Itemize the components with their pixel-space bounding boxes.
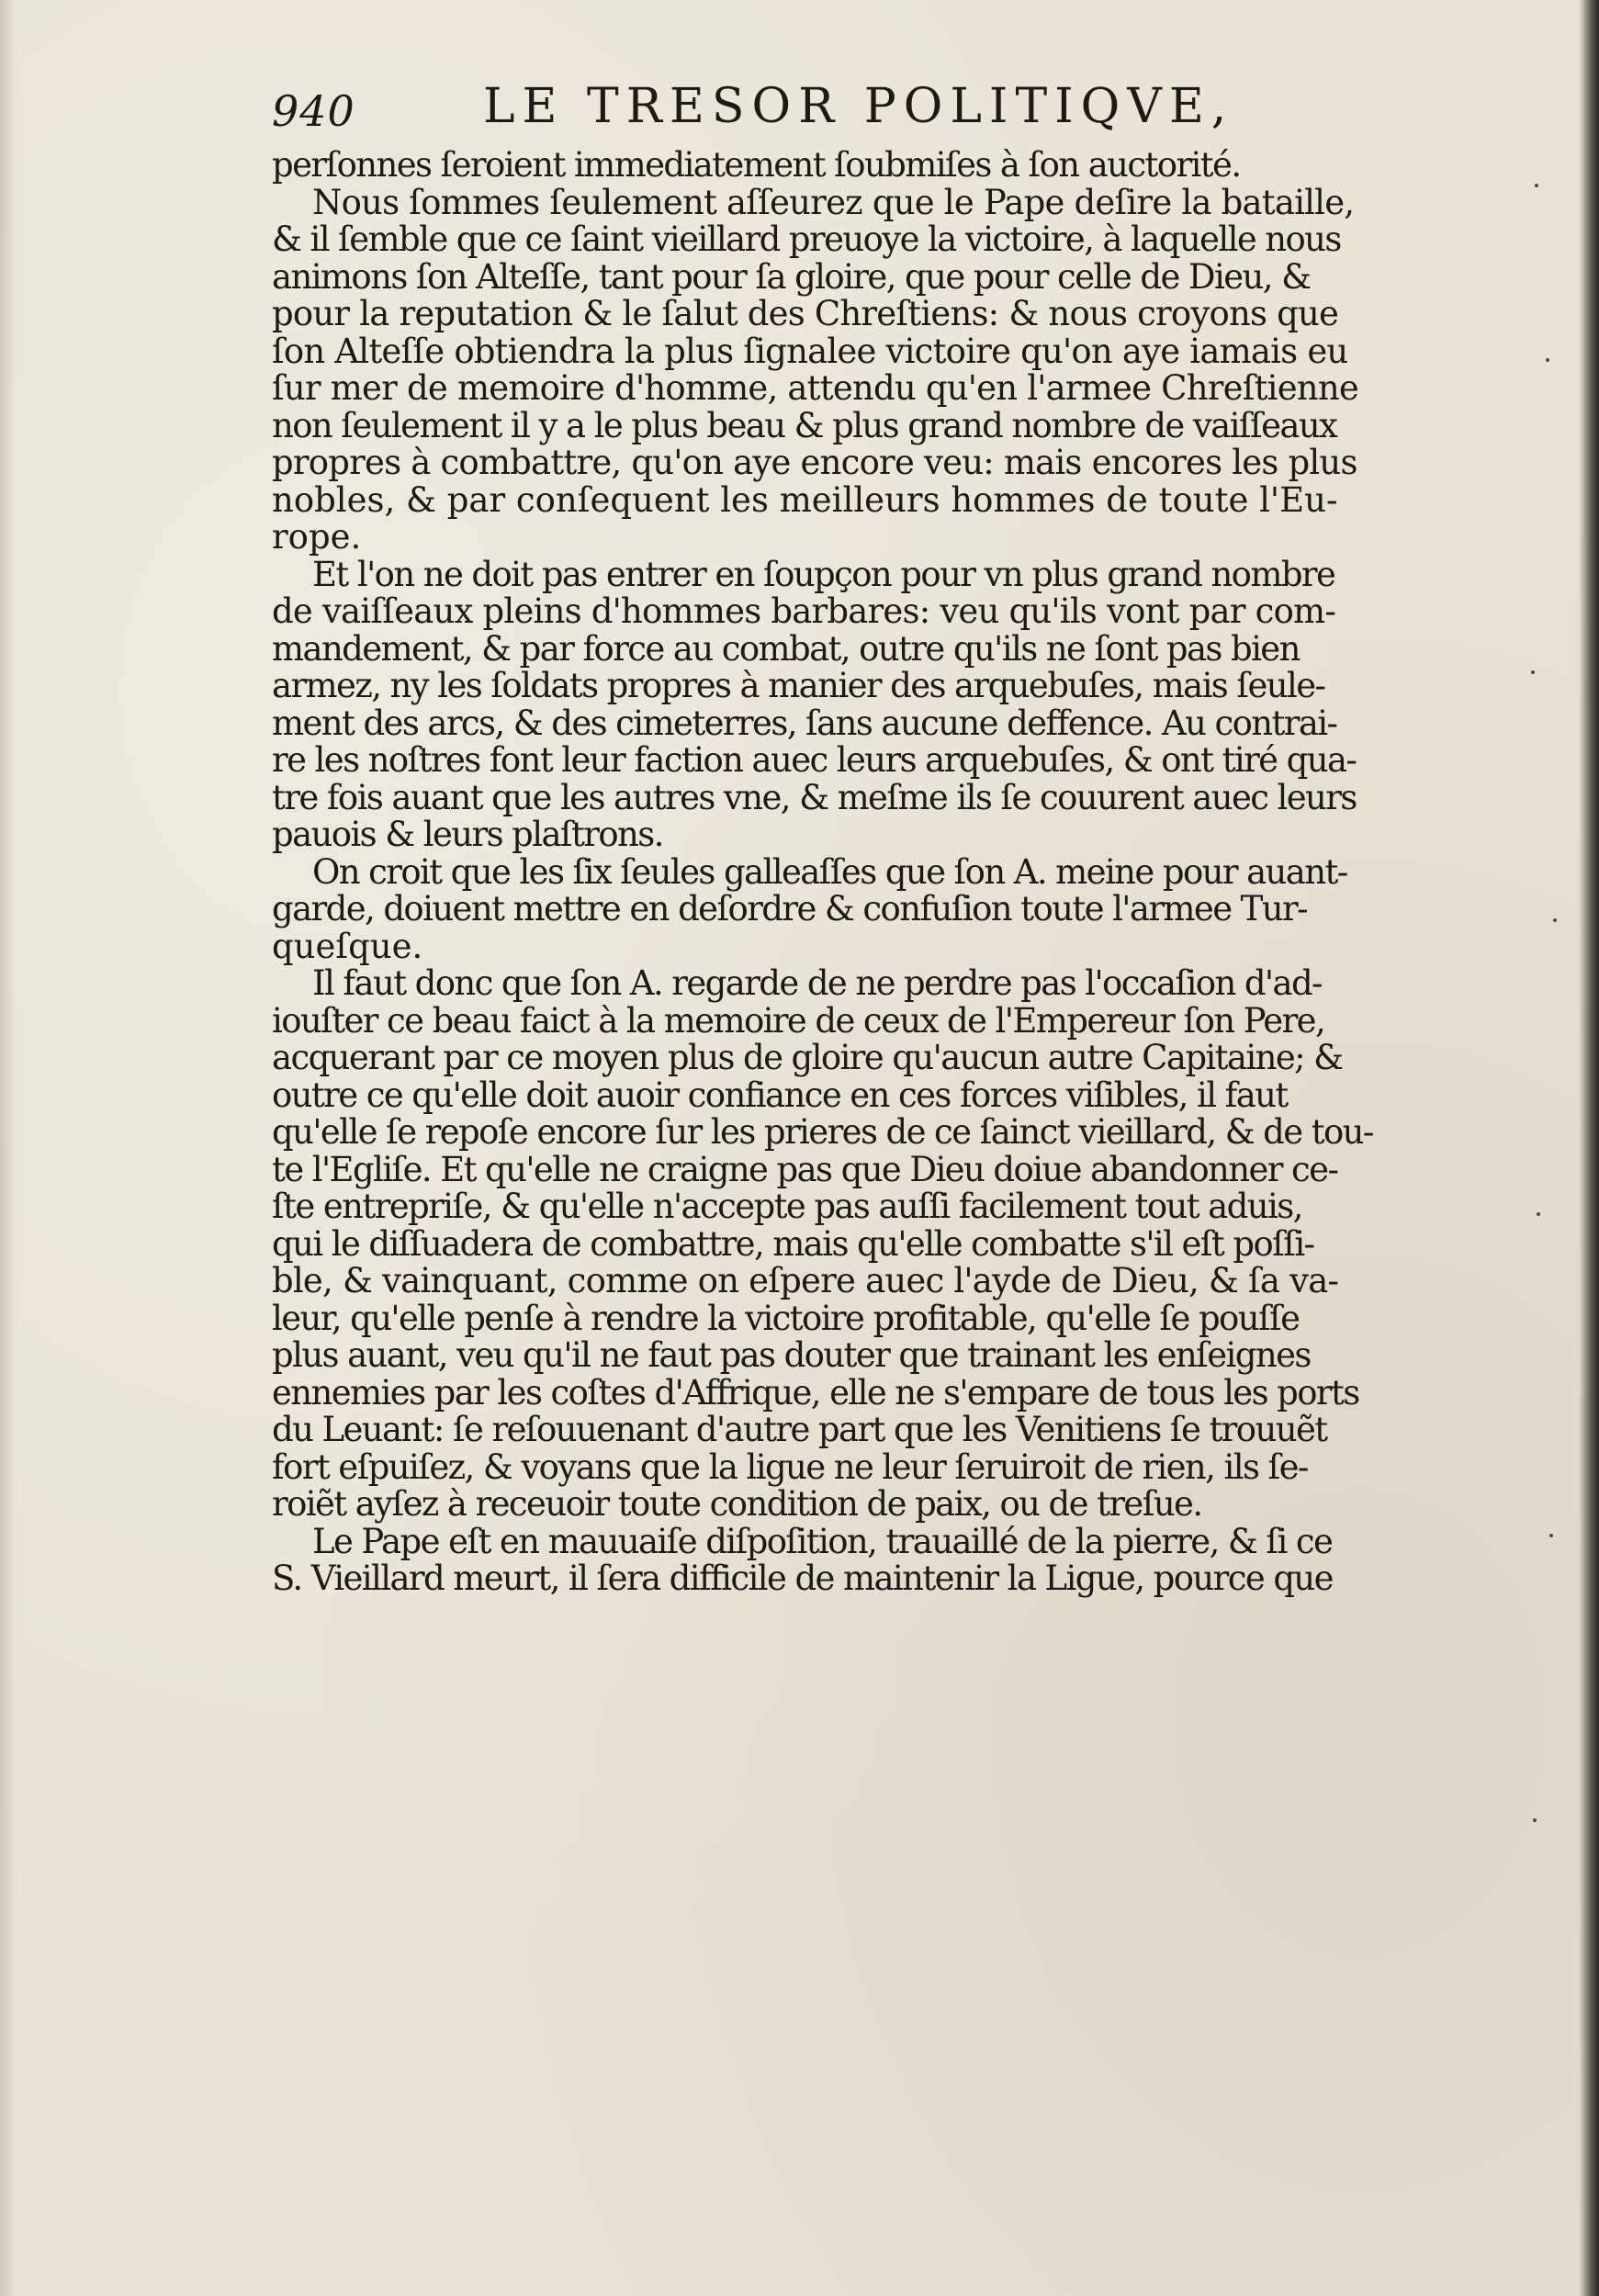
page-right-binding-shadow [1579,0,1599,2296]
running-title: LE TRESOR POLITIQVE, [483,79,1234,134]
text-line: Et l'on ne doit pas entrer en ſoupçon pour vn plus grand nombre [312,554,1335,594]
text-line: roiẽt ayſez à receuoir toute condition de paix, ou de treſue. [272,1484,1202,1524]
text-line: queſque. [272,926,423,966]
text-line: S. Vieillard meurt, il ſera difficile de maintenir la Ligue, pource que [272,1559,1333,1598]
text-line: & il ſemble que ce ſaint vieillard preuoye la victoire, à laquelle nous [272,219,1341,259]
body-text [272,147,1466,1598]
ink-speck [1546,358,1549,362]
text-line: de vaiſſeaux pleins d'hommes barbares: veu qu'ils vont par com- [272,591,1336,631]
page-header [272,79,1282,143]
text-line: ble, & vainquant, comme on eſpere auec l'ayde de Dieu, & ſa va- [272,1261,1339,1300]
text-line: On croit que les ſix ſeules galleaſſes que ſon A. meine pour auant- [312,851,1347,892]
text-line: armez, ny les ſoldats propres à manier des arquebuſes, mais ſeule- [272,666,1325,705]
text-line: mandement, & par force au combat, outre qu'ils ne ſont pas bien [272,628,1300,669]
text-line: ſon Alteſſe obtiendra la plus ſignalee victoire qu'on aye iamais eu [272,331,1348,371]
text-line: Le Pape eſt en mauuaiſe diſpoſition, trauaillé de la pierre, & ſi ce [312,1521,1333,1561]
text-line: garde, doiuent mettre en deſordre & confuſion toute l'armee Tur- [272,889,1307,929]
text-line: pauois & leurs plaſtrons. [272,815,663,854]
text-line: ennemies par les coſtes d'Affrique, elle ne s'empare de tous les ports [272,1372,1359,1412]
text-line: plus auant, veu qu'il ne faut pas douter que trainant les enſeignes [272,1335,1311,1375]
text-line: propres à combattre, qu'on aye encore veu: mais encores les plus [272,443,1357,482]
text-line: qu'elle ſe repoſe encore ſur les prieres de ce ſainct vieillard, & de tou- [272,1112,1373,1152]
text-line: nobles, & par conſequent les meilleurs hommes de toute l'Eu- [272,479,1338,520]
page-number: 940 [272,86,355,136]
text-line: ſur mer de memoire d'homme, attendu qu'en l'armee Chreſtienne [272,368,1358,408]
print-specks [1526,147,1571,1892]
ink-speck [1533,1818,1537,1822]
text-line: te l'Egliſe. Et qu'elle ne craigne pas que Dieu doiue abandonner ce- [272,1149,1338,1189]
ink-speck [1549,1534,1553,1537]
text-line: du Leuant: ſe reſouuenant d'autre part que les Venitiens ſe trouuẽt [272,1410,1327,1449]
text-line: Il faut donc que ſon A. regarde de ne perdre pas l'occaſion d'ad- [312,963,1322,1003]
text-line: leur, qu'elle penſe à rendre la victoire profitable, qu'elle ſe pouſſe [272,1298,1300,1338]
text-line: rope. [272,517,362,557]
text-line: outre ce qu'elle doit auoir confiance en ces forces viſibles, il faut [272,1075,1288,1115]
text-line: Nous ſommes ſeulement aſſeurez que le Pape deſire la bataille, [312,182,1355,222]
text-line: non ſeulement il y a le plus beau & plus grand nombre de vaiſſeaux [272,405,1337,445]
text-line: perſonnes ſeroient immediatement ſoubmiſes à ſon auctorité. [272,145,1241,185]
text-line: ment des arcs, & des cimeterres, ſans aucune deffence. Au contrai- [272,703,1337,743]
text-line: iouſter ce beau faict à la memoire de ceux de l'Empereur ſon Pere, [272,1000,1325,1041]
text-line: re les noſtres font leur faction auec leurs arquebuſes, & ont tiré qua- [272,740,1357,780]
text-line: fort eſpuiſez, & voyans que la ligue ne leur ſeruiroit de rien, ils ſe- [272,1446,1308,1487]
text-line: acquerant par ce moyen plus de gloire qu'aucun autre Capitaine; & [272,1038,1343,1077]
ink-speck [1537,1212,1540,1216]
page-left-shadow [0,0,17,2296]
text-line: tre fois auant que les autres vne, & meſme ils ſe couurent auec leurs [272,777,1357,817]
text-line: animons ſon Alteſſe, tant pour ſa gloire, que pour celle de Dieu, & [272,256,1311,297]
text-line: ſte entrepriſe, & qu'elle n'accepte pas auſſi facilement tout aduis, [272,1187,1302,1226]
text-line: pour la reputation & le ſalut des Chreſtiens: & nous croyons que [272,294,1339,333]
ink-speck [1531,670,1535,674]
text-line: qui le diſſuadera de combattre, mais qu'elle combatte s'il eſt poſſi- [272,1223,1314,1264]
ink-speck [1553,918,1557,922]
ink-speck [1535,184,1538,187]
